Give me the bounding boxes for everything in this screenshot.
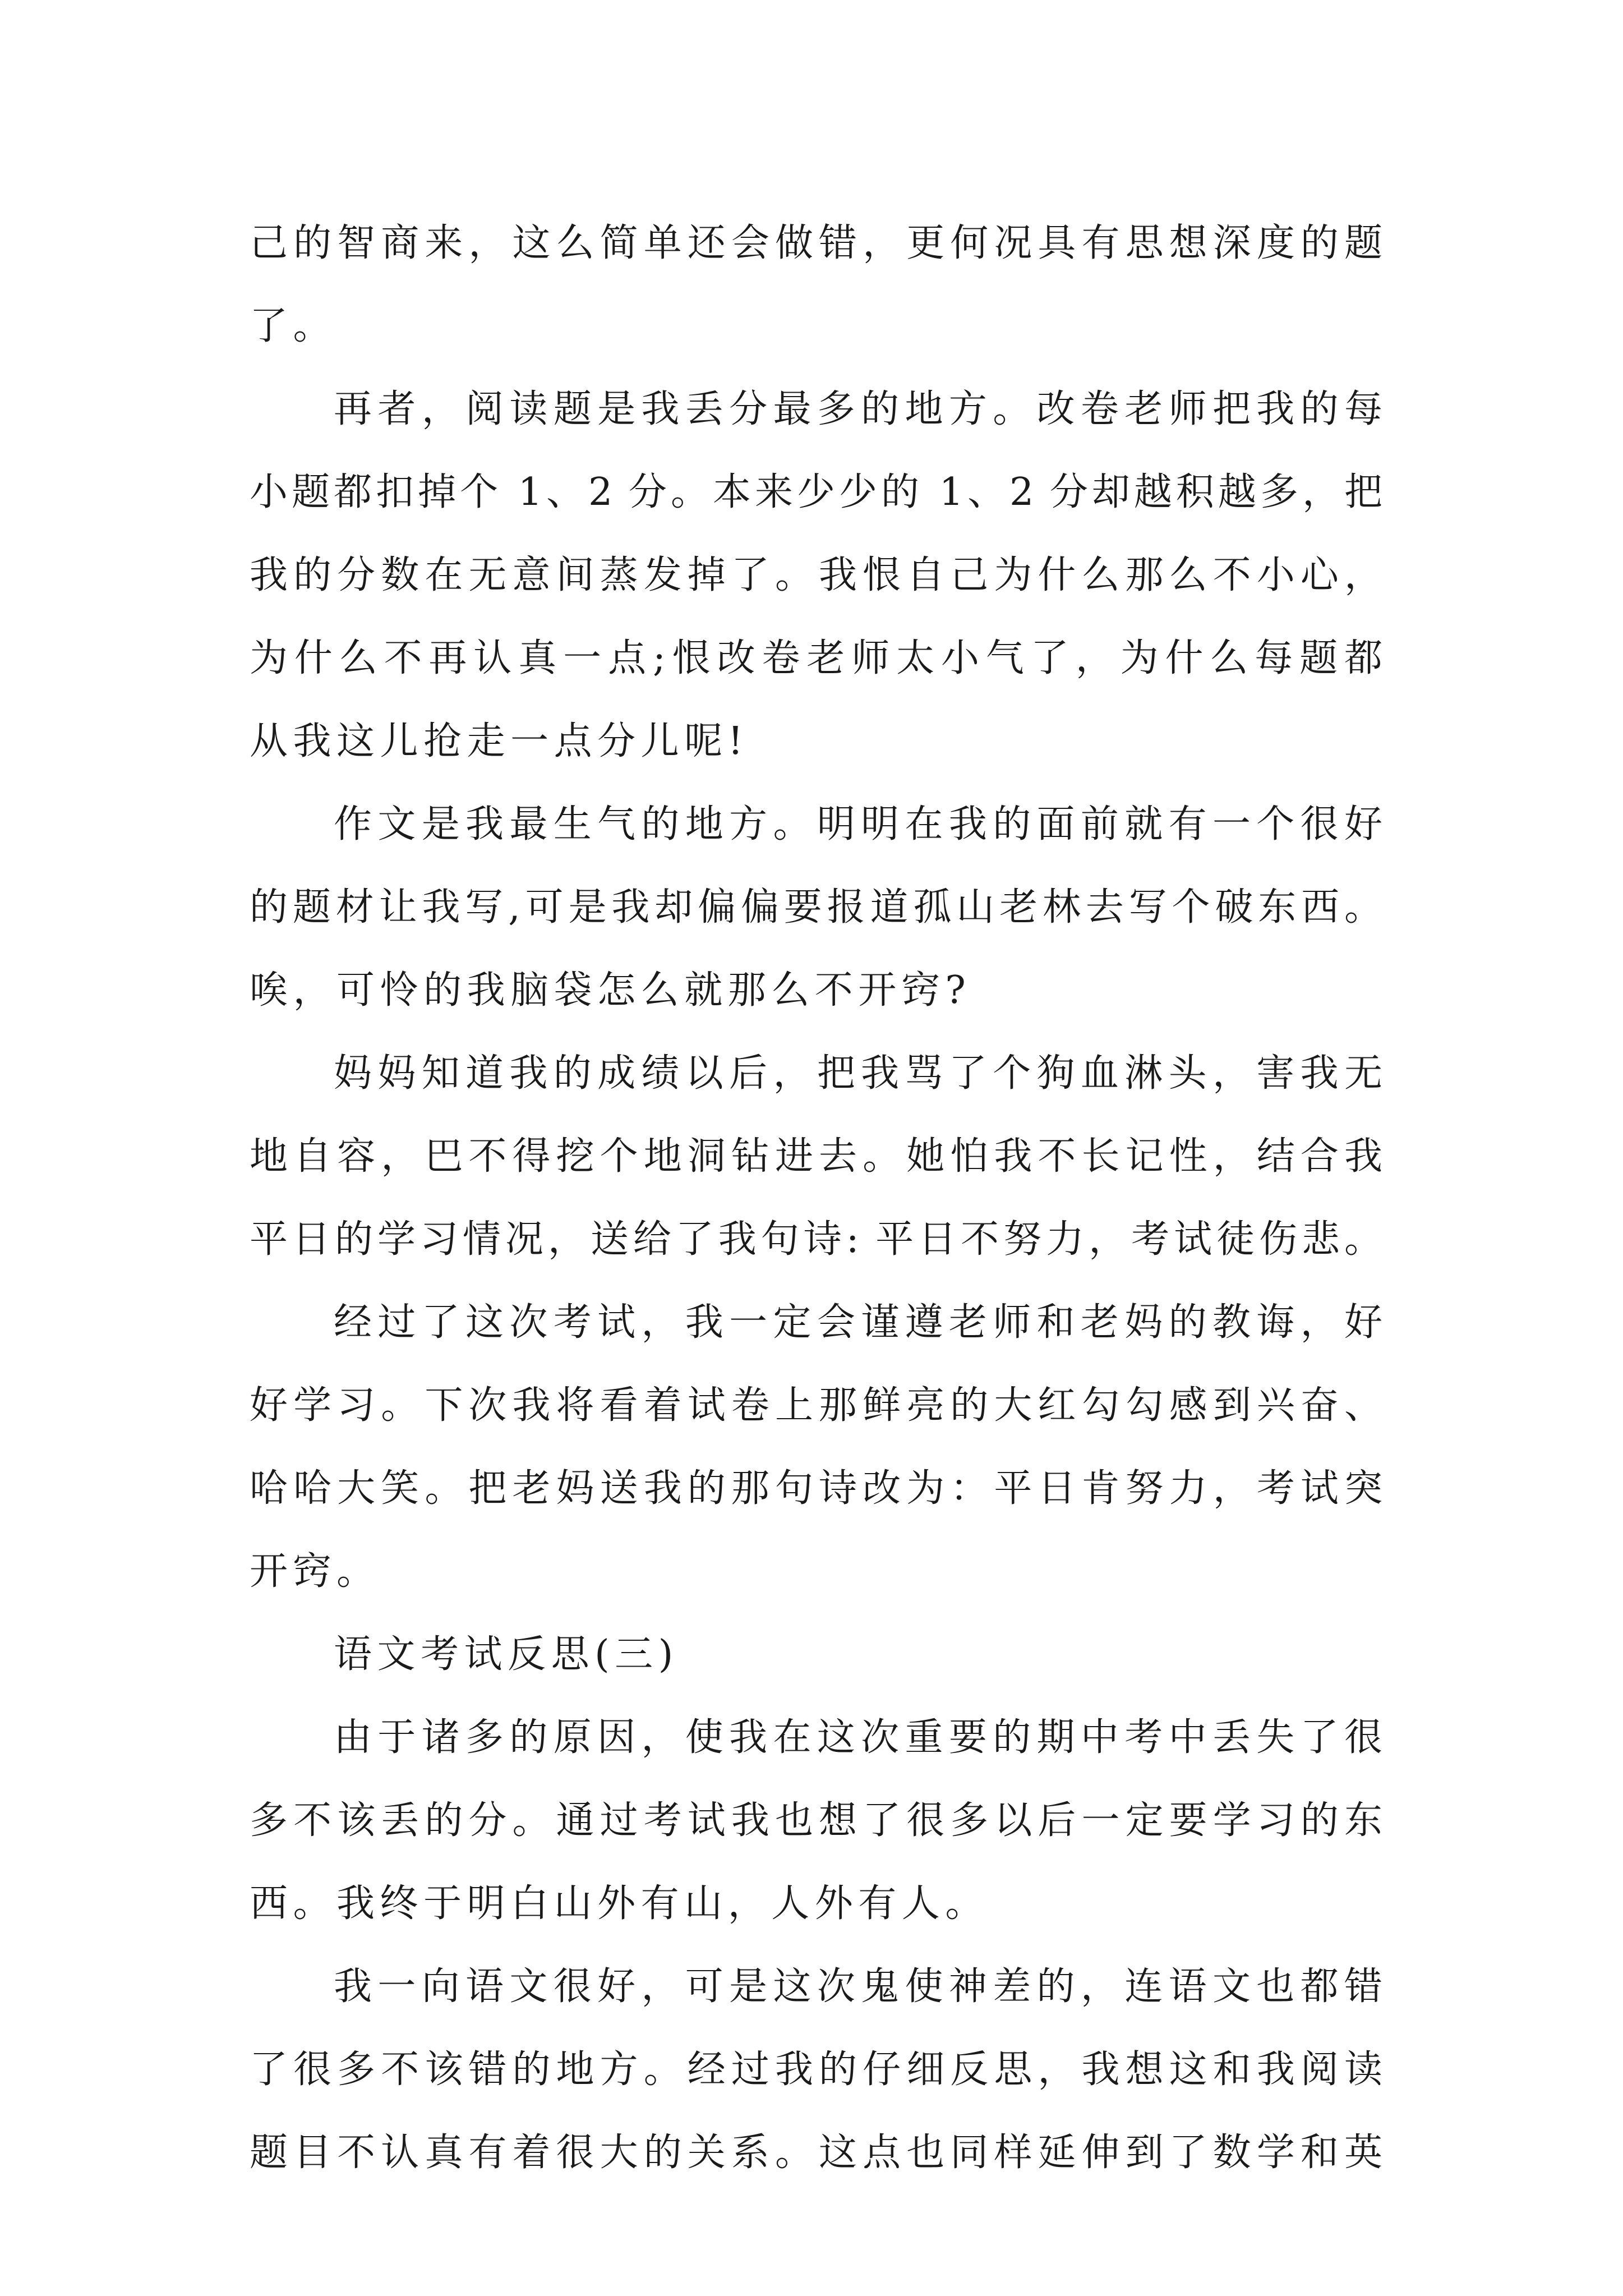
text-line: 小题都扣掉个 1、2 分。本来少少的 1、2 分却越积越多，把 (250, 470, 1382, 514)
paragraph-start-line: 我一向语文很好，可是这次鬼使神差的，连语文也都错 (334, 1964, 1382, 2009)
text-line: 地自容，巴不得挖个地洞钻进去。她怕我不长记性，结合我 (250, 1134, 1382, 1179)
text-line: 唉，可怜的我脑袋怎么就那么不开窍? (250, 968, 971, 1013)
text-line: 西。我终于明白山外有山，人外有人。 (250, 1881, 989, 1926)
paragraph-start-line: 再者，阅读题是我丢分最多的地方。改卷老师把我的每 (334, 387, 1382, 431)
text-line: 多不该丢的分。通过考试我也想了很多以后一定要学习的东 (250, 1798, 1382, 1843)
text-line: 好学习。下次我将看着试卷上那鲜亮的大红勾勾感到兴奋、 (250, 1383, 1382, 1428)
text-line: 开窍。 (250, 1549, 380, 1594)
text-line: 平日的学习情况，送给了我句诗: 平日不努力，考试徒伤悲。 (250, 1217, 1382, 1262)
paragraph-start-line: 作文是我最生气的地方。明明在我的面前就有一个很好 (334, 802, 1382, 846)
text-line: 己的智商来，这么简单还会做错，更何况具有思想深度的题 (250, 221, 1382, 265)
paragraph-start-line: 妈妈知道我的成绩以后，把我骂了个狗血淋头，害我无 (334, 1051, 1382, 1096)
text-line: 为什么不再认真一点;恨改卷老师太小气了，为什么每题都 (250, 636, 1382, 680)
text-line: 我的分数在无意间蒸发掉了。我恨自己为什么那么不小心， (250, 553, 1382, 597)
document-body (250, 202, 1382, 2194)
text-line: 题目不认真有着很大的关系。这点也同样延伸到了数学和英 (250, 2131, 1382, 2175)
text-line: 了。 (250, 304, 337, 348)
text-line: 了很多不该错的地方。经过我的仔细反思，我想这和我阅读 (250, 2047, 1382, 2092)
section-heading: 语文考试反思(三) (334, 1632, 679, 1677)
paragraph-start-line: 由于诸多的原因，使我在这次重要的期中考中丢失了很 (334, 1715, 1382, 1760)
text-line: 从我这儿抢走一点分儿呢! (250, 719, 749, 763)
text-line: 的题材让我写,可是我却偏偏要报道孤山老林去写个破东西。 (250, 885, 1382, 930)
text-line: 哈哈大笑。把老妈送我的那句诗改为：平日肯努力，考试突 (250, 1466, 1382, 1511)
paragraph-start-line: 经过了这次考试，我一定会谨遵老师和老妈的教诲，好 (334, 1300, 1382, 1345)
